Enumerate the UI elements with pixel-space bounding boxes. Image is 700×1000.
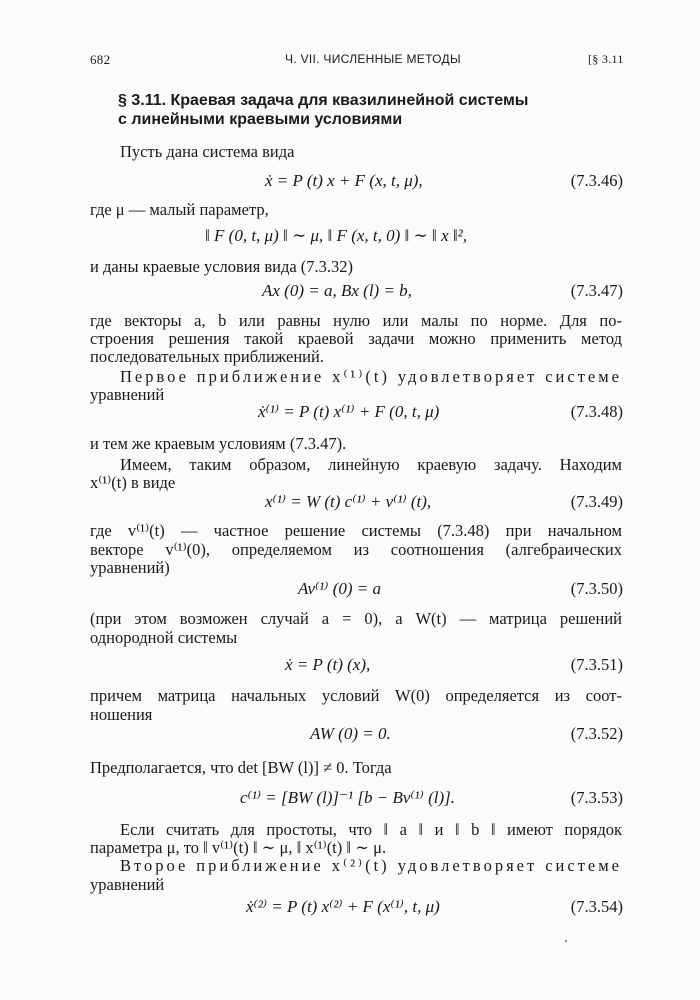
paragraph-text: и тем же краевым условиям (7.3.47).	[90, 434, 347, 453]
section-title-line-2: с линейными краевыми условиями	[118, 111, 403, 128]
equation-7-3-47: Ax (0) = a, Bx (l) = b,	[262, 281, 412, 300]
paragraph-text: где μ — малый параметр,	[90, 200, 269, 219]
equation-number: (7.3.51)	[570, 655, 623, 674]
section-ref: [§ 3.11	[588, 52, 624, 66]
equation-number: (7.3.48)	[570, 402, 623, 421]
paragraph-line: векторе v⁽¹⁾(0), определяемом из соотношения (алгебраических	[90, 540, 622, 559]
equation-number: (7.3.54)	[570, 897, 623, 916]
equation-7-3-46: ẋ = P (t) x + F (x, t, μ),	[265, 171, 423, 190]
paragraph-line: параметра μ, то ‖ v⁽¹⁾(t) ‖ ∼ μ, ‖ x⁽¹⁾(t) ‖ ∼ μ.	[90, 838, 387, 857]
paragraph-intro: Пусть дана система вида	[120, 142, 295, 161]
equation-number: (7.3.49)	[570, 492, 623, 511]
paragraph-line: (при этом возможен случай a = 0), а W(t) — матрица решений	[90, 609, 622, 628]
paragraph-line: x⁽¹⁾(t) в виде	[90, 473, 176, 492]
equation-number: (7.3.46)	[570, 171, 623, 190]
paragraph-line: строения решения такой краевой задачи можно применить метод	[90, 329, 622, 348]
equation-number: (7.3.53)	[570, 788, 623, 807]
paragraph-line: где v⁽¹⁾(t) — частное решение системы (7.3.48) при начальном	[90, 521, 622, 540]
paragraph-line: уравнений	[90, 385, 165, 404]
paragraph-text: Предполагается, что det [BW (l)] ≠ 0. Тогда	[90, 758, 392, 777]
paragraph-line: ношения	[90, 705, 153, 724]
equation-7-3-48: ẋ⁽¹⁾ = P (t) x⁽¹⁾ + F (0, t, μ)	[258, 402, 440, 421]
paragraph-line: Имеем, таким образом, линейную краевую задачу. Находим	[120, 455, 622, 474]
paragraph-text: и даны краевые условия вида (7.3.32)	[90, 257, 354, 276]
paragraph-line: однородной системы	[90, 628, 238, 647]
paragraph-line: уравнений)	[90, 558, 170, 577]
equation-7-3-52: AW (0) = 0.	[310, 724, 391, 743]
section-title-line-1: § 3.11. Краевая задача для квазилинейной системы	[118, 92, 529, 109]
page-number: 682	[90, 52, 111, 67]
equation-7-3-54: ẋ⁽²⁾ = P (t) x⁽²⁾ + F (x⁽¹⁾, t, μ)	[246, 897, 440, 916]
paragraph-line: Если считать для простоты, что ‖ a ‖ и ‖ b ‖ имеют порядок	[120, 820, 622, 839]
paragraph-line: Первое приближение x⁽¹⁾(t) удовлетворяет системе	[120, 367, 622, 386]
equation-7-3-50: Av⁽¹⁾ (0) = a	[298, 579, 381, 598]
equation-7-3-51: ẋ = P (t) (x),	[285, 655, 371, 674]
paragraph-line: где векторы a, b или равны нулю или малы по норме. Для по-	[90, 311, 622, 330]
equation-number: (7.3.52)	[570, 724, 623, 743]
paragraph-line: Второе приближение x⁽²⁾(t) удовлетворяет системе	[120, 856, 622, 875]
paragraph-line: уравнений	[90, 875, 165, 894]
equation-7-3-49: x⁽¹⁾ = W (t) c⁽¹⁾ + v⁽¹⁾ (t),	[265, 492, 432, 511]
equation-number: (7.3.47)	[570, 281, 623, 300]
paragraph-line: причем матрица начальных условий W(0) определяется из соот-	[90, 686, 622, 705]
equation-norm-conditions: ‖ F (0, t, μ) ‖ ∼ μ, ‖ F (x, t, 0) ‖ ∼ ‖ x ‖²,	[205, 226, 467, 245]
scan-dot	[565, 940, 567, 942]
equation-number: (7.3.50)	[570, 579, 623, 598]
paragraph-line: последовательных приближений.	[90, 347, 324, 366]
running-head: Ч. VII. ЧИСЛЕННЫЕ МЕТОДЫ	[285, 52, 461, 66]
equation-7-3-53: c⁽¹⁾ = [BW (l)]⁻¹ [b − Bv⁽¹⁾ (l)].	[240, 788, 455, 807]
